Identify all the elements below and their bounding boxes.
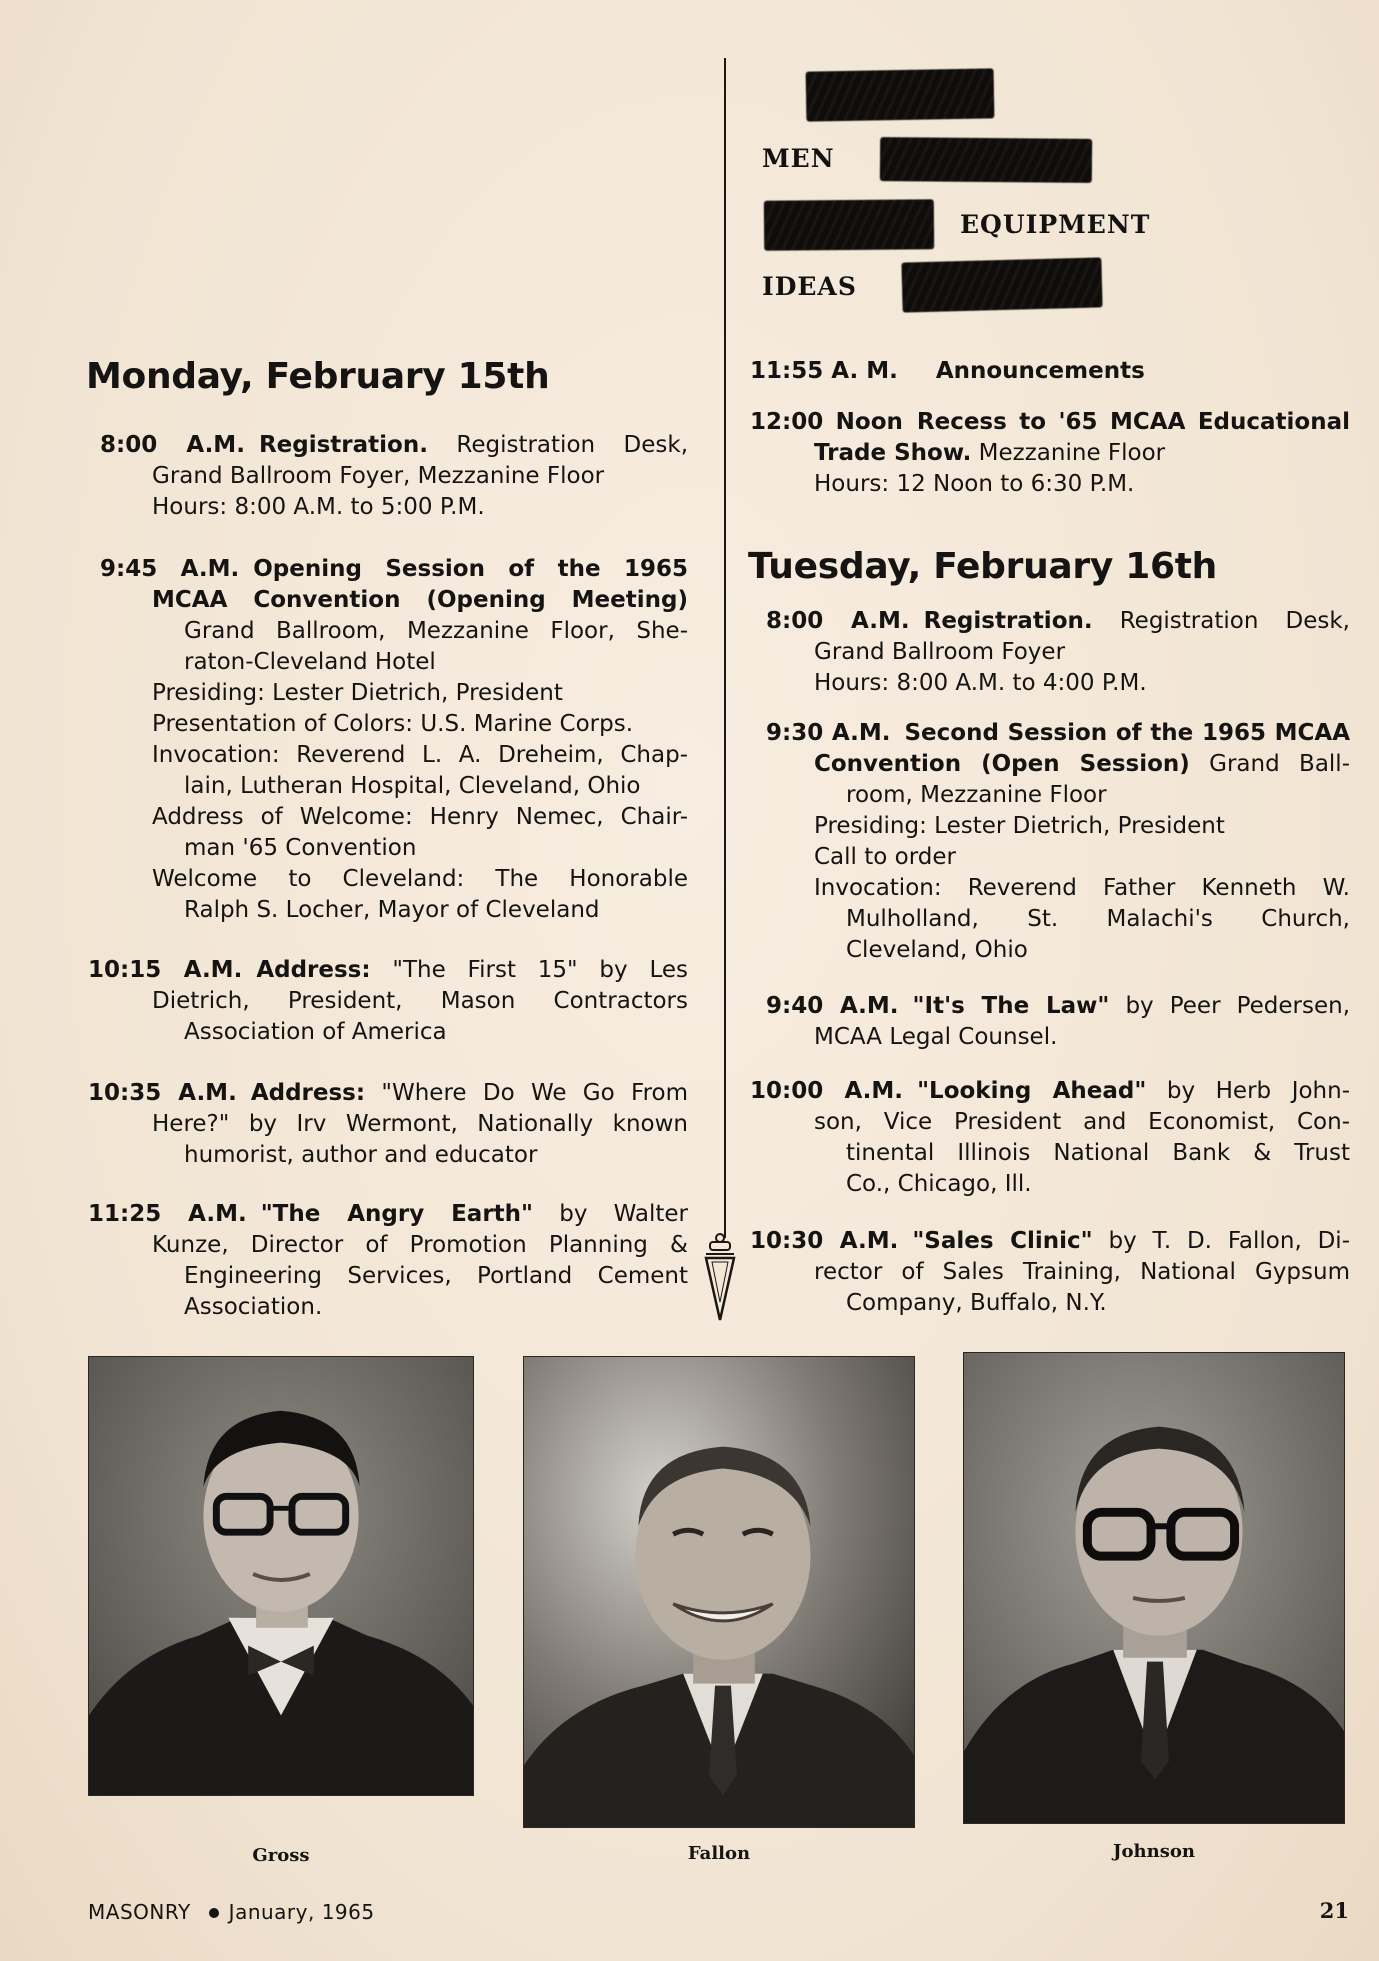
redacted-block: [901, 257, 1102, 312]
portrait-photo-fallon: [523, 1356, 915, 1828]
schedule-entry: 9:30 A.M. Second Session of the 1965 MCAA Convention (Open Session) Grand Ball- room, Mezzanine Floor Presiding: Lester Dietrich, President Call to order Invocation: Reverend Father Kenneth W. Mulholland, St. Malachi's Church, Cleveland, Ohio: [766, 720, 1350, 963]
entry-time: 8:00 A.M.: [100, 432, 245, 458]
footer-publication-line: [88, 1900, 375, 1924]
entry-time: 9:45 A.M.: [100, 556, 240, 582]
portrait-photo-johnson: [963, 1352, 1345, 1824]
schedule-entry: 10:15 A.M. Address: "The First 15" by Les Dietrich, President, Mason Contractors Association of America: [88, 957, 689, 1045]
entry-time: 11:55 A. M.: [750, 358, 898, 384]
masthead-word-men: MEN: [762, 144, 835, 173]
column-divider-rule: [724, 58, 726, 1238]
redacted-block: [764, 199, 934, 250]
photo-caption-fallon: Fallon: [687, 1843, 751, 1864]
schedule-entry: 10:30 A.M. "Sales Clinic" by T. D. Fallon, Di- rector of Sales Training, National Gypsum Company, Buffalo, N.Y.: [750, 1228, 1351, 1316]
schedule-entry: 9:40 A.M. "It's The Law" by Peer Pedersen, MCAA Legal Counsel.: [766, 993, 1350, 1050]
monday-heading: Monday, February 15th: [86, 356, 550, 397]
bullet-icon: [209, 1908, 219, 1918]
plumb-bob-icon: [700, 1232, 740, 1322]
photo-caption-gross: Gross: [252, 1845, 310, 1866]
page-number: 21: [1319, 1898, 1349, 1923]
redacted-block: [806, 68, 995, 121]
masthead-word-equipment: EQUIPMENT: [960, 210, 1151, 239]
schedule-entry: 12:00 Noon Recess to '65 MCAA Educational Trade Show. Mezzanine Floor Hours: 12 Noon to 6:30 P.M.: [750, 409, 1350, 497]
entry-time: 10:35 A.M.: [88, 1080, 237, 1106]
entry-time: 10:15 A.M.: [88, 957, 243, 983]
schedule-entry: 11:55 A. M. Announcements: [750, 358, 1145, 384]
portrait-image: [524, 1357, 914, 1827]
entry-time: 10:00 A.M.: [750, 1078, 904, 1104]
entry-time: 10:30 A.M.: [750, 1228, 899, 1254]
schedule-entry: 10:00 A.M. "Looking Ahead" by Herb John- son, Vice President and Economist, Con- tinental Illinois National Bank & Trust Co., Chicago, Ill.: [750, 1078, 1350, 1197]
portrait-photo-gross: [88, 1356, 474, 1796]
entry-time: 8:00 A.M.: [766, 608, 910, 634]
masthead-logo: [760, 60, 1320, 320]
publication-name: MASONRY: [88, 1900, 191, 1924]
redacted-block: [880, 137, 1092, 183]
schedule-entry: 11:25 A.M. "The Angry Earth" by Walter Kunze, Director of Promotion Planning & Engineering Services, Portland Cement Association.: [88, 1201, 689, 1320]
portrait-image: [964, 1353, 1344, 1823]
schedule-entry: 9:45 A.M. Opening Session of the 1965 MCAA Convention (Opening Meeting) Grand Ballroom, Mezzanine Floor, She- raton-Cleveland Hotel Presiding: Lester Dietrich, President Presentation of Colors: U.S. Marine Corps. Invocation: Reverend L. A. Dreheim, Chap- lain, Lutheran Hospital, Cleveland, Ohio Address of Welcome: Henry Nemec, Chair- man '65 Convention Welcome to Cleveland: The Honorable Ralph S. Locher, Mayor of Cleveland: [100, 556, 688, 923]
masthead-word-ideas: IDEAS: [762, 272, 857, 301]
tuesday-heading: Tuesday, February 16th: [748, 546, 1217, 587]
schedule-entry: 8:00 A.M. Registration. Registration Desk, Grand Ballroom Foyer Hours: 8:00 A.M. to 4:00 P.M.: [766, 608, 1350, 696]
entry-time: 9:30 A.M.: [766, 720, 891, 746]
schedule-entry: 10:35 A.M. Address: "Where Do We Go From Here?" by Irv Wermont, Nationally known humorist, author and educator: [88, 1080, 688, 1168]
schedule-entry: 8:00 A.M. Registration. Registration Desk, Grand Ballroom Foyer, Mezzanine Floor Hours: 8:00 A.M. to 5:00 P.M.: [100, 432, 689, 520]
issue-date: January, 1965: [228, 1900, 375, 1924]
portrait-image: [89, 1357, 473, 1795]
entry-time: 12:00 Noon: [750, 409, 903, 435]
photo-caption-johnson: Johnson: [1113, 1841, 1195, 1862]
entry-time: 11:25 A.M.: [88, 1201, 247, 1227]
entry-time: 9:40 A.M.: [766, 993, 899, 1019]
